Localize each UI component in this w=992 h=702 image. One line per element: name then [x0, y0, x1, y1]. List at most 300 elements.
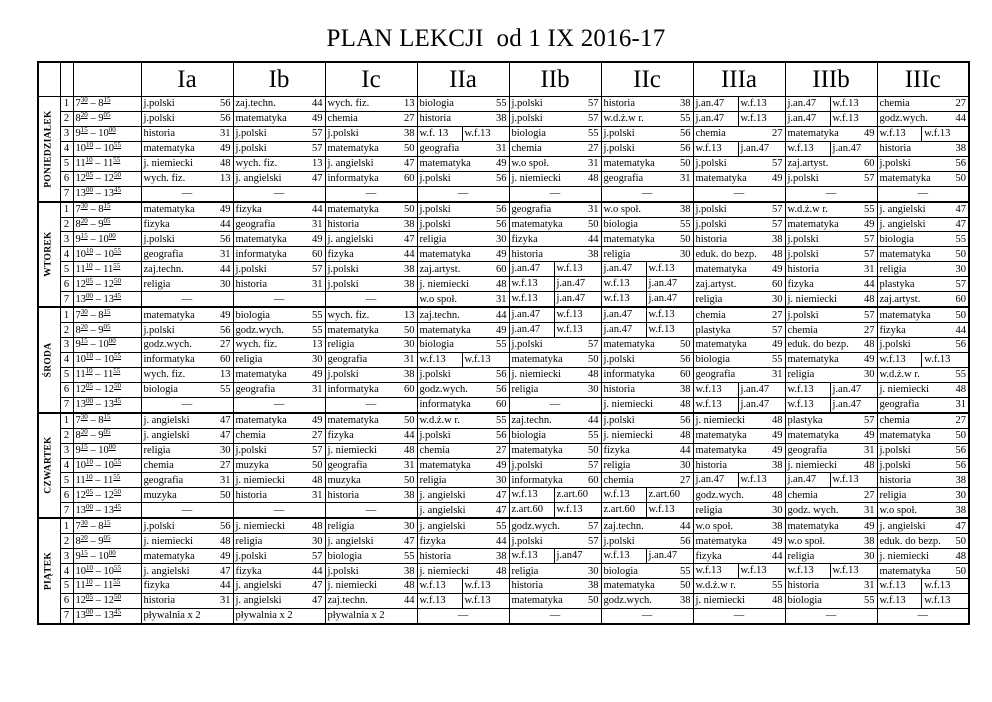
subject: j. niemiecki: [787, 293, 838, 305]
room-number: 49: [772, 535, 783, 547]
time-start-minutes: 15: [80, 231, 88, 240]
subject: muzyka: [327, 474, 361, 486]
lesson-cell: [509, 579, 601, 594]
lesson-cell: [141, 564, 233, 579]
lesson-cell: [877, 549, 969, 564]
time-start-hour: 8: [75, 535, 81, 547]
subject: j.polski: [511, 113, 543, 125]
split-lesson-cell: [693, 564, 785, 579]
group-a-lesson: w.f.13: [603, 489, 630, 501]
room-number: 31: [772, 369, 783, 381]
lesson-entry: [512, 338, 599, 351]
time-start-hour: 13: [75, 504, 86, 516]
lesson-entry: [512, 459, 599, 472]
subject: matematyka: [787, 520, 839, 532]
subject: matematyka: [879, 173, 931, 185]
lesson-entry: [604, 203, 691, 216]
lesson-row: [38, 579, 969, 594]
room-number: 56: [496, 369, 507, 381]
time-end-hour: 9: [98, 535, 104, 547]
lesson-entry: [420, 429, 507, 442]
room-number: 44: [312, 98, 323, 110]
room-number: 50: [955, 173, 966, 185]
lesson-cell: [877, 97, 969, 112]
room-number: 56: [955, 445, 966, 457]
empty-lesson: —: [877, 186, 969, 201]
day-label: [38, 518, 60, 624]
lesson-cell: [325, 458, 417, 473]
lesson-cell: [601, 217, 693, 232]
group-split: [696, 564, 783, 578]
lesson-number: 7: [60, 608, 73, 623]
lesson-cell: [417, 156, 509, 171]
subject: matematyka: [235, 415, 287, 427]
group-split: [420, 127, 507, 141]
group-split: [696, 142, 783, 156]
lesson-cell: [509, 534, 601, 549]
subject: zaj.techn.: [235, 98, 276, 110]
subject: religia: [603, 248, 631, 260]
group-split: [880, 353, 967, 367]
lesson-entry: [880, 429, 967, 442]
subject: religia: [419, 233, 447, 245]
lesson-cell: [141, 141, 233, 156]
lesson-cell: [601, 473, 693, 488]
lesson-entry: [604, 383, 691, 396]
room-number: 55: [680, 113, 691, 125]
subject: historia: [419, 550, 451, 562]
room-number: 31: [588, 158, 599, 170]
lesson-entry: [512, 112, 599, 125]
group-split: [512, 503, 599, 517]
time-end-hour: 12: [103, 384, 114, 396]
room-number: 31: [496, 293, 507, 305]
subject: wych. fiz.: [143, 369, 186, 381]
room-number: 60: [496, 399, 507, 411]
class-header-ic: Ic: [325, 62, 417, 97]
room-number: 50: [588, 595, 599, 607]
room-number: 49: [772, 173, 783, 185]
time-end-hour: 10: [103, 248, 114, 260]
group-a-lesson: w.f.13: [879, 353, 906, 365]
lesson-cell: [693, 428, 785, 443]
time-end-minutes: 55: [114, 563, 121, 572]
time-end-minutes: 45: [114, 186, 121, 195]
split-lesson-cell: [785, 397, 877, 412]
lesson-cell: [417, 518, 509, 533]
subject: matematyka: [511, 595, 563, 607]
subject: matematyka: [511, 354, 563, 366]
time-start-minutes: 15: [80, 337, 88, 346]
group-a-lesson: w.f.13: [511, 278, 538, 290]
lesson-time: $7^{30} - 8^{15}$: [73, 307, 141, 322]
lesson-entry: [328, 459, 415, 472]
group-split: [604, 308, 691, 322]
time-end-minutes: 05: [103, 111, 111, 120]
subject: chemia: [143, 459, 174, 471]
lesson-cell: [509, 367, 601, 382]
group-b-lesson: w.f.13: [921, 594, 966, 608]
subject: religia: [787, 550, 815, 562]
room-number: 55: [864, 204, 875, 216]
room-number: 48: [588, 173, 599, 185]
room-number: 44: [220, 218, 231, 230]
lesson-cell: [417, 443, 509, 458]
split-lesson-cell: [877, 579, 969, 594]
lesson-row: [38, 126, 969, 141]
lesson-cell: [509, 247, 601, 262]
lesson-entry: [420, 309, 507, 322]
group-split: [604, 488, 691, 502]
group-split: [696, 112, 783, 126]
room-number: 49: [864, 354, 875, 366]
group-b-lesson: w.f.13: [646, 308, 691, 322]
lesson-cell: [693, 307, 785, 322]
time-end-minutes: 05: [103, 428, 111, 437]
subject: j.polski: [327, 263, 359, 275]
split-lesson-cell: [785, 382, 877, 397]
lesson-entry: [696, 520, 783, 533]
split-lesson-cell: [877, 352, 969, 367]
subject: matematyka: [235, 113, 287, 125]
time-end-minutes: 55: [114, 458, 121, 466]
lesson-entry: [696, 489, 783, 502]
lesson-entry: [788, 504, 875, 517]
lesson-cell: [693, 156, 785, 171]
time-start-minutes: 05: [86, 382, 93, 391]
subject: geografia: [327, 459, 368, 471]
room-number: 44: [220, 580, 231, 592]
room-number: 50: [588, 445, 599, 457]
time-end-hour: 10: [98, 128, 109, 140]
subject: matematyka: [511, 218, 563, 230]
room-number: 50: [404, 204, 415, 216]
lesson-entry: [236, 248, 323, 261]
subject: chemia: [787, 324, 818, 336]
lesson-entry: [144, 520, 231, 533]
subject: j.polski: [603, 415, 635, 427]
lesson-time: $13^{00} - 13^{45}$: [73, 186, 141, 201]
subject: biologia: [603, 565, 638, 577]
lesson-row: [38, 262, 969, 277]
room-number: 57: [864, 173, 875, 185]
lesson-entry: [696, 203, 783, 216]
lesson-entry: [420, 218, 507, 231]
day-name: PONIEDZIAŁEK: [43, 110, 54, 188]
subject: j. niemiecki: [603, 399, 654, 411]
subject: w.d.ż.w r.: [603, 113, 644, 125]
group-b-lesson: j.an.47: [646, 549, 691, 563]
subject: eduk. do bezp.: [787, 339, 849, 351]
lesson-time: $8^{20} - 9^{05}$: [73, 111, 141, 126]
lesson-entry: [144, 218, 231, 231]
lesson-time: $12^{05} - 12^{50}$: [73, 171, 141, 186]
lesson-entry: [512, 97, 599, 110]
lesson-number: 1: [60, 413, 73, 428]
time-start-minutes: 15: [80, 548, 88, 557]
lesson-entry: [604, 142, 691, 155]
lesson-entry: [788, 444, 875, 457]
time-start-minutes: 10: [85, 367, 93, 376]
lesson-entry: [788, 459, 875, 472]
room-number: 47: [312, 580, 323, 592]
group-a-lesson: w.f.13: [787, 383, 814, 395]
lesson-cell: [417, 549, 509, 564]
lesson-entry: [696, 459, 783, 472]
lesson-entry: [144, 535, 231, 548]
room-number: 44: [496, 309, 507, 321]
group-a-lesson: w.f.13: [879, 580, 906, 591]
lesson-entry: [144, 172, 231, 185]
empty-lesson: —: [141, 397, 233, 412]
lesson-cell: [509, 126, 601, 141]
time-end-hour: 9: [98, 324, 104, 336]
subject: geografia: [327, 354, 368, 366]
lesson-cell: [233, 488, 325, 503]
time-end-hour: 11: [103, 263, 114, 275]
lesson-entry: [788, 535, 875, 548]
lesson-cell: [325, 549, 417, 564]
lesson-cell: [693, 503, 785, 518]
lesson-cell: [325, 338, 417, 353]
lesson-cell: [693, 549, 785, 564]
lesson-cell: [509, 171, 601, 186]
subject: chemia: [327, 113, 358, 125]
room-number: 49: [312, 369, 323, 381]
group-a-lesson: w.f.13: [511, 489, 538, 501]
lesson-number: 5: [60, 156, 73, 171]
lesson-cell: [141, 262, 233, 277]
split-lesson-cell: [785, 473, 877, 488]
room-number: 50: [404, 143, 415, 155]
subject: matematyka: [327, 415, 379, 427]
lesson-cell: [325, 247, 417, 262]
empty-lesson: —: [877, 608, 969, 623]
room-number: 48: [772, 489, 783, 501]
lesson-row: [38, 338, 969, 353]
subject: godz.wych.: [419, 384, 468, 396]
time-end-minutes: 55: [113, 472, 121, 481]
time-start-hour: 10: [75, 354, 86, 366]
lesson-cell: [325, 518, 417, 533]
lesson-entry: [144, 594, 231, 607]
room-number: 38: [680, 204, 691, 216]
lesson-entry: [144, 127, 231, 140]
lesson-entry: [512, 474, 599, 487]
subject: w.o społ.: [787, 535, 826, 547]
group-a-lesson: w.f.13: [879, 127, 906, 139]
day-name: CZWARTEK: [43, 436, 54, 495]
lesson-row: [38, 247, 969, 262]
group-a-lesson: j.an.47: [787, 112, 817, 124]
lesson-entry: [604, 594, 691, 607]
room-number: 48: [864, 459, 875, 471]
lesson-entry: [788, 248, 875, 261]
room-number: 60: [588, 474, 599, 486]
room-number: 31: [220, 248, 231, 260]
lesson-time: $7^{30} - 8^{15}$: [73, 518, 141, 533]
room-number: 38: [404, 565, 415, 577]
lesson-entry: [512, 157, 599, 170]
group-split: [512, 292, 599, 306]
lesson-entry: [880, 414, 967, 427]
room-number: 50: [955, 565, 966, 577]
lesson-cell: [417, 262, 509, 277]
lesson-entry: [696, 127, 783, 140]
time-start-hour: 11: [75, 580, 86, 592]
lesson-entry: [880, 112, 967, 125]
lesson-cell: [877, 564, 969, 579]
lesson-cell: [417, 458, 509, 473]
lesson-cell: [141, 443, 233, 458]
lesson-row: [38, 367, 969, 382]
subject: j. niemiecki: [695, 415, 746, 427]
group-b-lesson: w.f.13: [921, 127, 966, 141]
group-a-lesson: w.f.13: [603, 293, 630, 305]
room-number: 57: [588, 113, 599, 125]
group-a-lesson: w.f.13: [511, 550, 538, 562]
time-end-hour: 13: [103, 504, 114, 516]
room-number: 13: [220, 173, 231, 185]
group-b-lesson: z.art.60: [646, 488, 691, 502]
lesson-entry: [420, 112, 507, 125]
time-end-minutes: 05: [103, 533, 111, 542]
lesson-entry: [420, 383, 507, 396]
lesson-cell: [141, 593, 233, 608]
time-start-minutes: 20: [80, 111, 88, 120]
lesson-entry: [144, 383, 231, 396]
lesson-number: 4: [60, 141, 73, 156]
subject: matematyka: [879, 430, 931, 442]
room-number: 47: [496, 504, 507, 516]
lesson-cell: [417, 292, 509, 307]
subject: matematyka: [143, 309, 195, 321]
time-start-hour: 13: [75, 399, 86, 411]
lesson-entry: [144, 579, 231, 592]
lesson-entry: [420, 278, 507, 291]
group-split: [788, 564, 875, 578]
time-start-hour: 9: [75, 550, 81, 562]
subject: matematyka: [419, 158, 471, 170]
lesson-row: [38, 202, 969, 217]
room-number: 49: [496, 324, 507, 336]
time-end-minutes: 45: [114, 291, 121, 300]
lesson-number: 3: [60, 549, 73, 564]
room-number: 44: [588, 233, 599, 245]
time-end-hour: 8: [98, 204, 104, 216]
lesson-row: [38, 397, 969, 412]
empty-lesson: —: [601, 608, 693, 623]
lesson-cell: [877, 262, 969, 277]
lesson-cell: [233, 156, 325, 171]
lesson-cell: [693, 488, 785, 503]
lesson-cell: [325, 323, 417, 338]
lesson-cell: [693, 579, 785, 594]
room-number: 56: [955, 158, 966, 170]
subject: fizyka: [879, 324, 906, 336]
room-number: 44: [955, 324, 966, 336]
subject: biologia: [879, 233, 914, 245]
lesson-time: $11^{10} - 11^{55}$: [73, 473, 141, 488]
lesson-cell: [141, 156, 233, 171]
empty-lesson: —: [233, 503, 325, 518]
room-number: 38: [864, 535, 875, 547]
time-end-hour: 10: [98, 550, 109, 562]
room-number: 49: [496, 158, 507, 170]
split-lesson-cell: [509, 503, 601, 518]
lesson-cell: [417, 307, 509, 322]
lesson-cell: [601, 518, 693, 533]
lesson-entry: [420, 550, 507, 563]
subject: plastyka: [787, 415, 823, 427]
subject: matematyka: [327, 324, 379, 336]
room-number: 38: [772, 233, 783, 245]
split-lesson-cell: [417, 126, 509, 141]
subject: chemia: [787, 489, 818, 501]
room-number: 30: [588, 565, 599, 577]
lesson-number: 3: [60, 443, 73, 458]
group-split: [420, 353, 507, 367]
subject: historia: [879, 474, 911, 486]
room-number: 31: [312, 278, 323, 290]
lesson-cell: [785, 367, 877, 382]
time-end-hour: 8: [98, 98, 104, 110]
group-split: [604, 262, 691, 276]
subject: religia: [511, 565, 539, 577]
subject: zaj.techn.: [419, 309, 460, 321]
split-lesson-cell: [693, 382, 785, 397]
room-number: 56: [220, 113, 231, 125]
lesson-entry: [420, 520, 507, 533]
lesson-cell: [601, 126, 693, 141]
subject: j.polski: [235, 263, 267, 275]
time-start-hour: 12: [75, 489, 86, 501]
time-start-minutes: 10: [85, 472, 93, 481]
lesson-cell: [601, 141, 693, 156]
group-b-lesson: j.an47: [554, 549, 599, 563]
room-number: 27: [864, 489, 875, 501]
lesson-cell: [325, 141, 417, 156]
room-number: 49: [772, 445, 783, 457]
time-start-hour: 13: [75, 610, 86, 622]
lesson-entry: [788, 157, 875, 170]
lesson-entry: [788, 293, 875, 306]
group-b-lesson: w.f.13: [554, 323, 599, 337]
room-number: 44: [312, 204, 323, 216]
lesson-cell: [233, 579, 325, 594]
subject: historia: [603, 98, 635, 110]
subject: w.d.ż.w r.: [787, 204, 828, 216]
group-a-lesson: w.f.13: [603, 278, 630, 290]
lesson-cell: [141, 367, 233, 382]
lesson-cell: [693, 593, 785, 608]
lesson-number: 6: [60, 171, 73, 186]
lesson-entry: [236, 172, 323, 185]
room-number: 30: [588, 384, 599, 396]
room-number: 38: [588, 580, 599, 592]
group-split: [604, 503, 691, 517]
time-end-minutes: 50: [114, 382, 121, 391]
lesson-cell: [601, 156, 693, 171]
split-lesson-cell: [693, 397, 785, 412]
lesson-entry: [788, 309, 875, 322]
group-a-lesson: j.an.47: [695, 98, 725, 109]
lesson-entry: [144, 444, 231, 457]
room-number: 48: [864, 339, 875, 351]
lesson-entry: [880, 278, 967, 291]
lesson-cell: [141, 323, 233, 338]
subject: matematyka: [603, 580, 655, 592]
